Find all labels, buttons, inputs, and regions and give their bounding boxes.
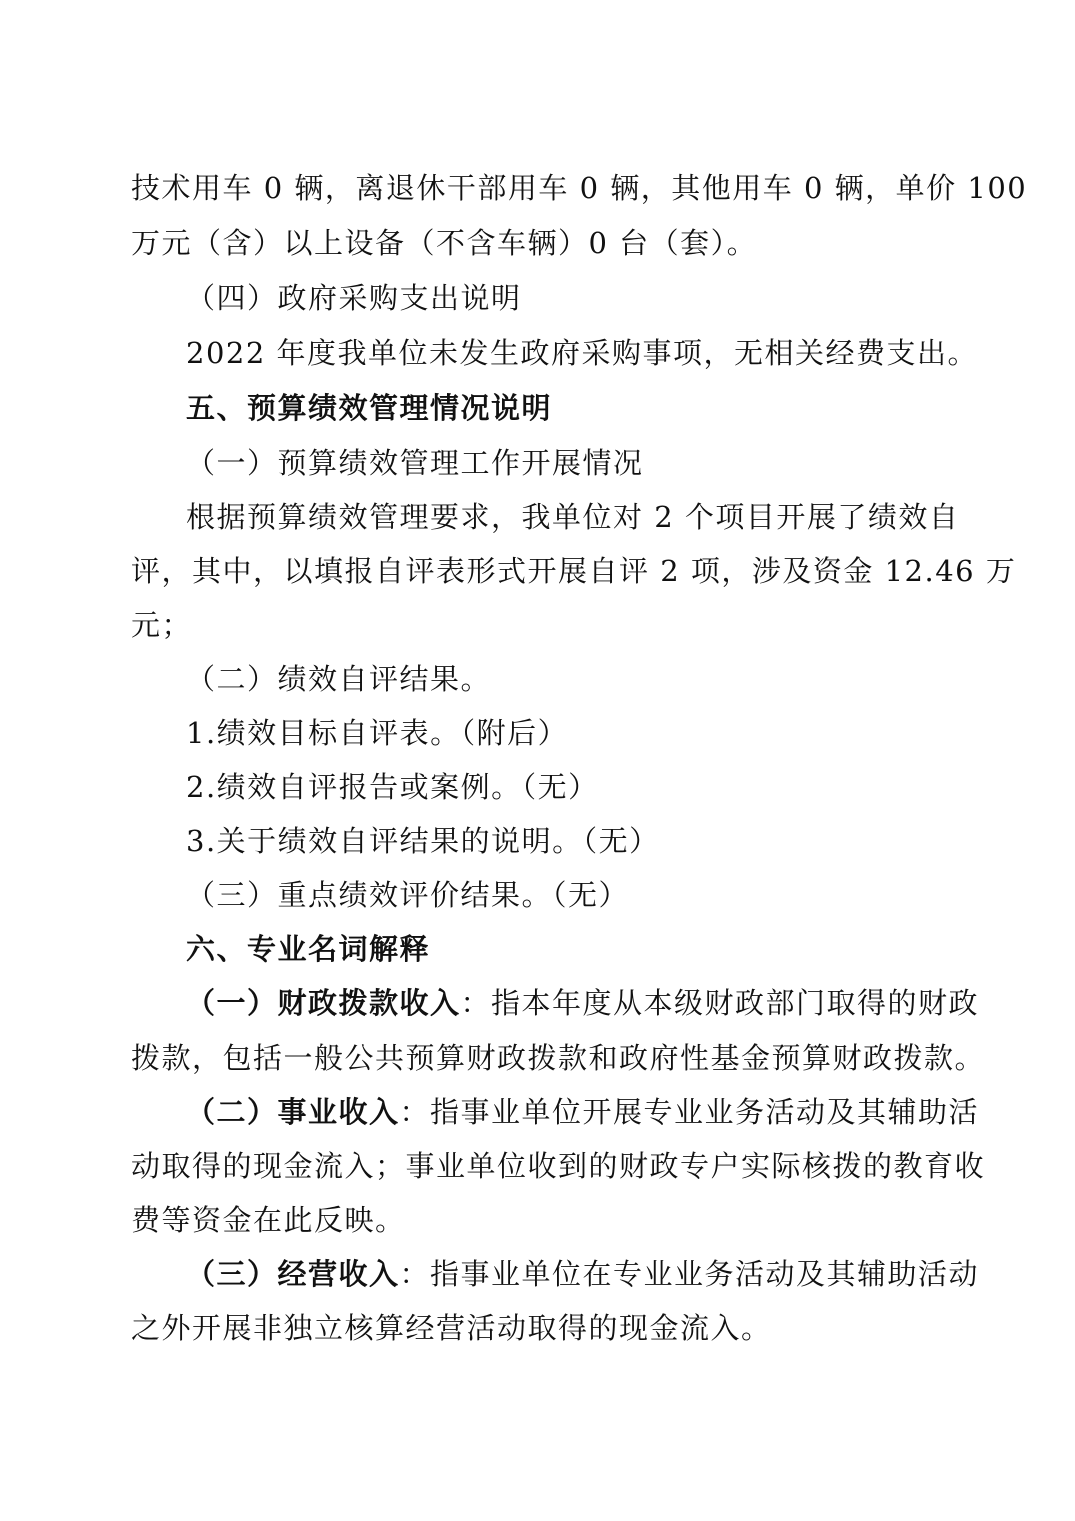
- term-definition: ：指事业单位开展专业业务活动及其辅助活: [399, 1095, 980, 1129]
- section-heading: 五、预算绩效管理情况说明: [186, 391, 553, 425]
- term-definition: ：指事业单位在专业业务活动及其辅助活动: [399, 1257, 980, 1291]
- section-heading: 六、专业名词解释: [186, 932, 431, 966]
- section-heading: （三）重点绩效评价结果。（无）: [186, 878, 630, 912]
- list-item: 3.关于绩效自评结果的说明。（无）: [186, 824, 660, 858]
- term-definition-line: [186, 1092, 980, 1132]
- term-definition-line: [186, 983, 980, 1023]
- list-item: 2.绩效自评报告或案例。（无）: [186, 770, 599, 804]
- paragraph-line: 2022 年度我单位未发生政府采购事项，无相关经费支出。: [186, 336, 979, 370]
- term-definition: ：指本年度从本级财政部门取得的财政: [460, 986, 980, 1020]
- term-label: （一）财政拨款收入: [186, 986, 461, 1020]
- term-label: （二）事业收入: [186, 1095, 400, 1129]
- paragraph-line: 拨款，包括一般公共预算财政拨款和政府性基金预算财政拨款。: [131, 1041, 986, 1075]
- section-heading: （二）绩效自评结果。: [186, 662, 492, 696]
- paragraph-line: 评，其中，以填报自评表形式开展自评 2 项，涉及资金 12.46 万: [131, 554, 1017, 588]
- paragraph-line: 之外开展非独立核算经营活动取得的现金流入。: [131, 1311, 772, 1345]
- term-definition-line: [186, 1254, 980, 1294]
- paragraph-line: 技术用车 0 辆，离退休干部用车 0 辆，其他用车 0 辆，单价 100: [131, 171, 1028, 205]
- paragraph-line: 根据预算绩效管理要求，我单位对 2 个项目开展了绩效自: [186, 500, 960, 534]
- paragraph-line: 万元（含）以上设备（不含车辆）0 台（套）。: [131, 226, 758, 260]
- paragraph-line: 动取得的现金流入；事业单位收到的财政专户实际核拨的教育收: [131, 1149, 986, 1183]
- list-item: 1.绩效目标自评表。（附后）: [186, 716, 569, 750]
- paragraph-line: 费等资金在此反映。: [131, 1203, 406, 1237]
- term-label: （三）经营收入: [186, 1257, 400, 1291]
- section-heading: （四）政府采购支出说明: [186, 281, 522, 315]
- section-heading: （一）预算绩效管理工作开展情况: [186, 446, 644, 480]
- paragraph-line: 元；: [131, 608, 193, 642]
